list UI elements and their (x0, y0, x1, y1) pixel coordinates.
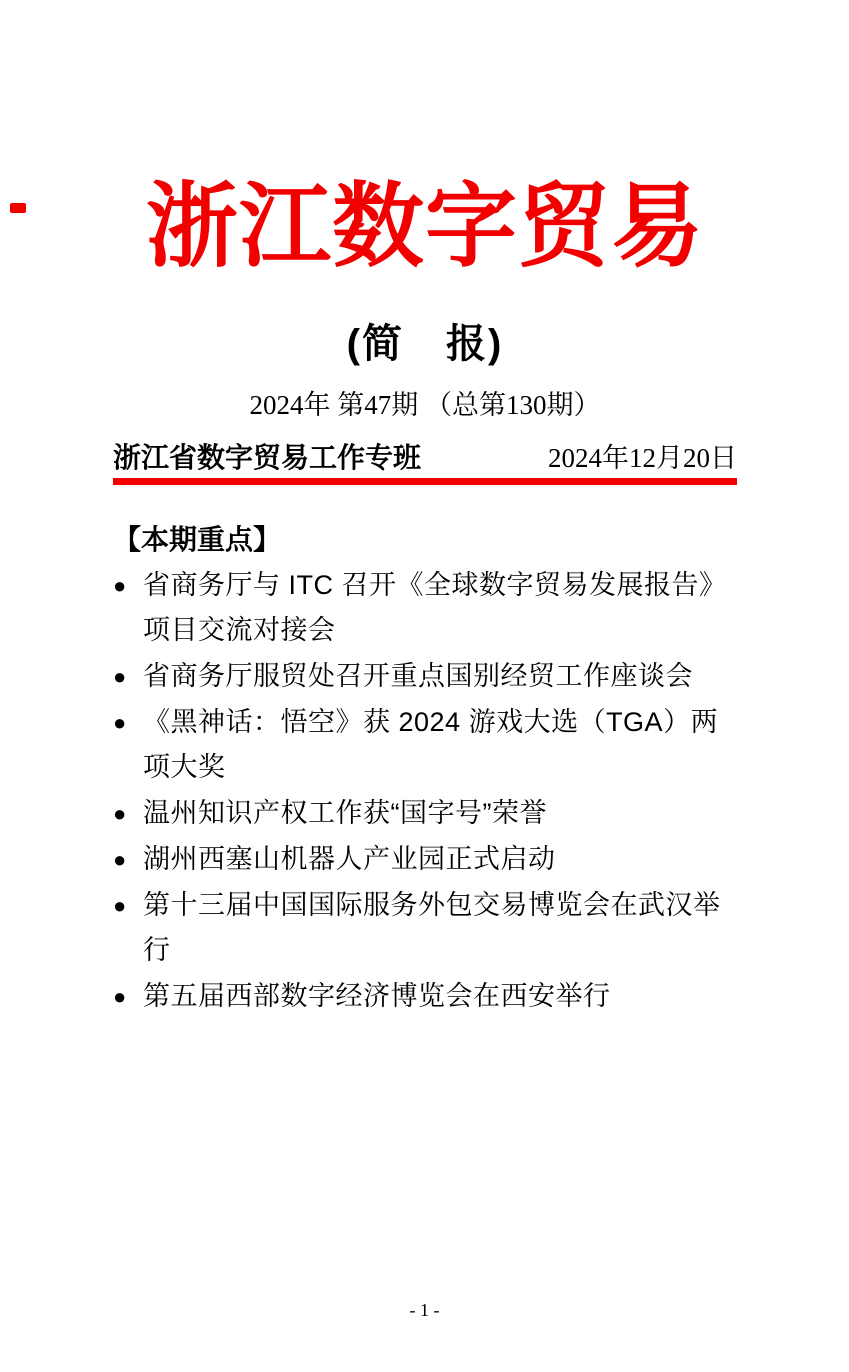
list-item (113, 883, 737, 973)
bullet-icon: ● (113, 801, 127, 826)
list-item (113, 563, 737, 653)
issue-info: 2024年 第47期 （总第130期） (249, 390, 601, 420)
issue-date: 2024年12月20日 (548, 443, 737, 473)
highlights-list (113, 563, 737, 1019)
corner-mark (10, 203, 26, 213)
highlight-text: 温州知识产权工作获“国字号”荣誉 (143, 798, 547, 828)
header-divider-rule (113, 478, 737, 485)
highlight-text: 湖州西塞山机器人产业园正式启动 (143, 844, 556, 874)
document-page (0, 172, 849, 1372)
highlight-text: 第五届西部数字经济博览会在西安举行 (143, 981, 611, 1011)
list-item (113, 654, 737, 699)
bullet-icon: ● (113, 847, 127, 872)
highlight-text: 省商务厅服贸处召开重点国别经贸工作座谈会 (143, 661, 693, 691)
highlight-text: 省商务厅与 ITC 召开《全球数字贸易发展报告》项目交流对接会 (143, 570, 727, 645)
bullet-icon: ● (113, 710, 127, 735)
bullet-icon: ● (113, 664, 127, 689)
highlights-section-header: 【本期重点】 (113, 524, 282, 555)
issuing-organization: 浙江省数字贸易工作专班 (113, 442, 422, 473)
list-item (113, 791, 737, 836)
highlight-text: 《黑神话：悟空》获 2024 游戏大选（TGA）两项大奖 (143, 707, 719, 782)
highlight-text: 第十三届中国国际服务外包交易博览会在武汉举行 (143, 890, 721, 965)
bullet-icon: ● (113, 893, 127, 918)
masthead-row (113, 440, 737, 476)
list-item (113, 974, 737, 1019)
list-item (113, 700, 737, 790)
bulletin-title: 浙江数字贸易 (145, 176, 704, 278)
page-number: - 1 - (409, 1300, 440, 1320)
bullet-icon: ● (113, 984, 127, 1009)
bullet-icon: ● (113, 573, 127, 598)
list-item (113, 837, 737, 882)
bulletin-subtitle: (简 报) (346, 322, 504, 366)
